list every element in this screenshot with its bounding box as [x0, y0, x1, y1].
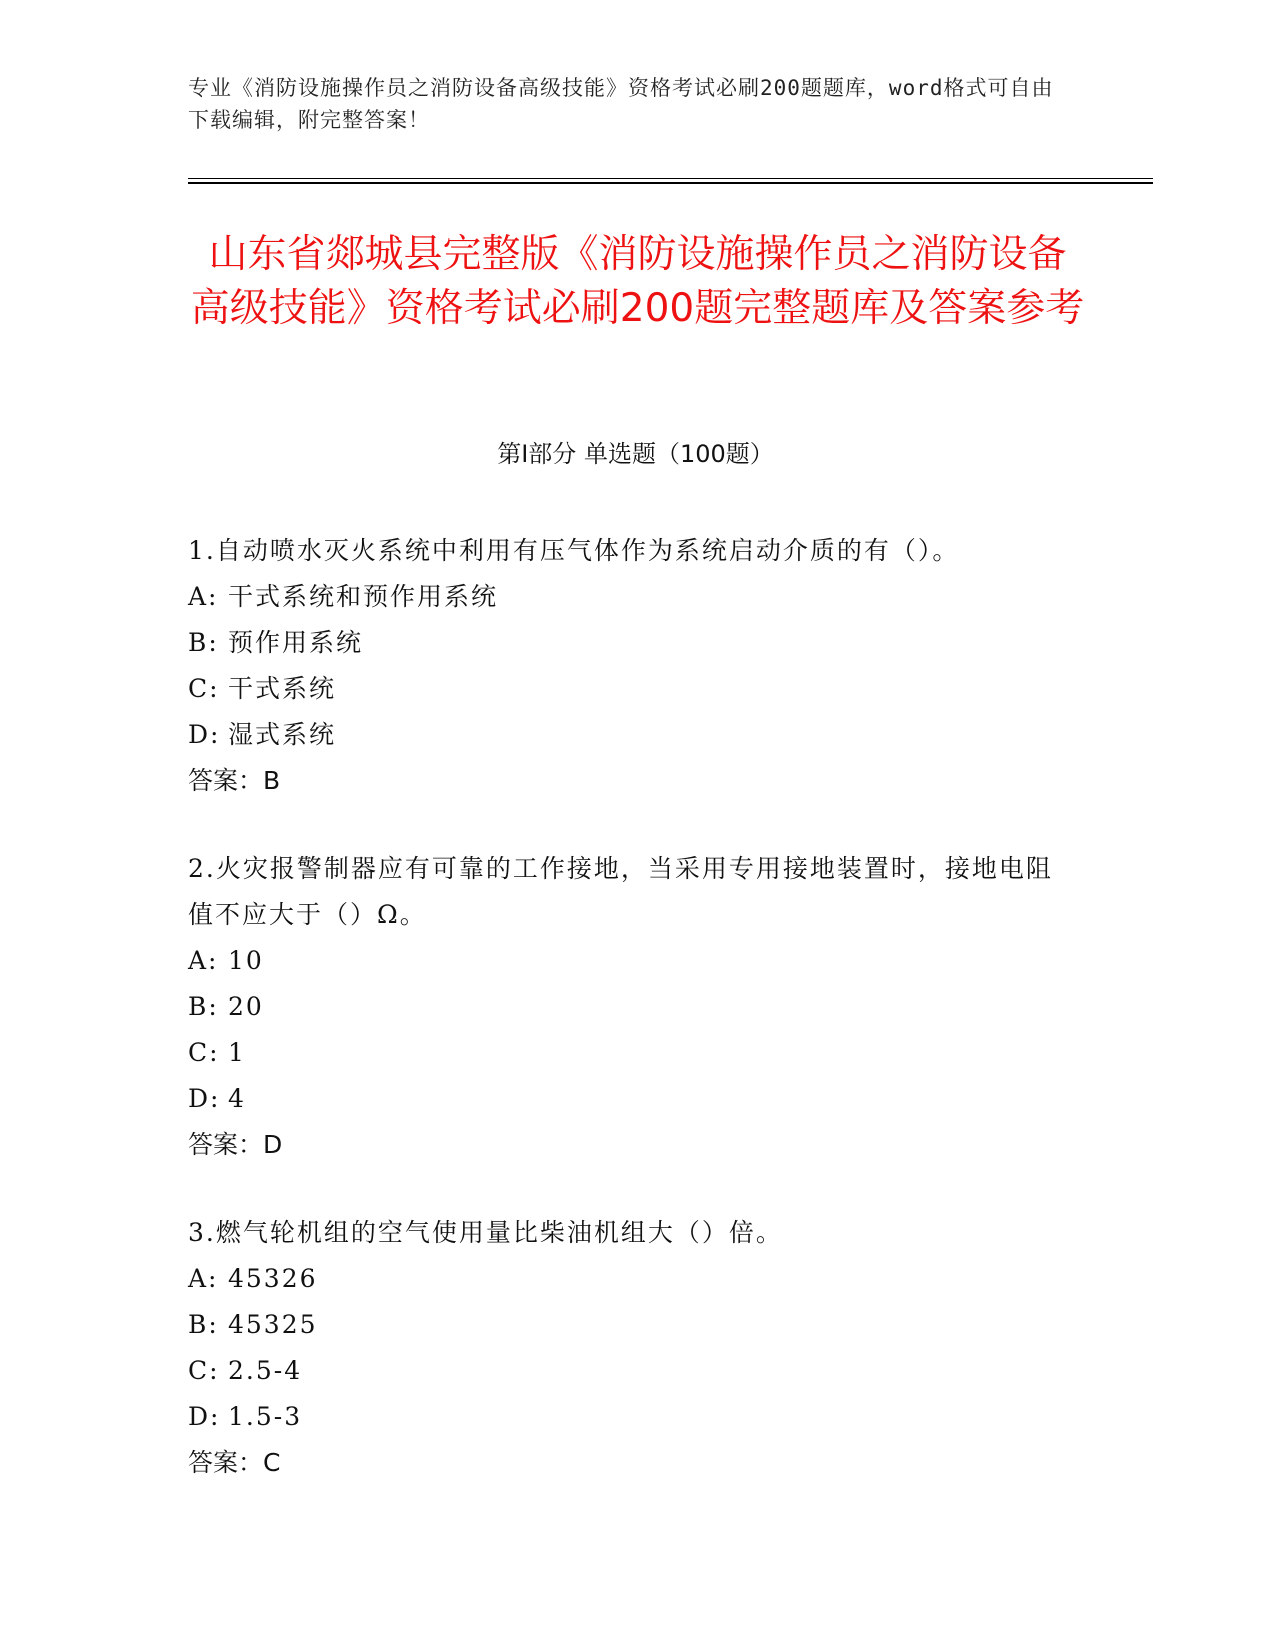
option-d	[188, 1076, 1068, 1122]
question-stem: 3.燃气轮机组的空气使用量比柴油机组大（）倍。	[188, 1218, 783, 1247]
option-text: 1	[228, 1038, 246, 1067]
option-letter: B:	[188, 628, 219, 657]
option-text: 干式系统和预作用系统	[228, 582, 499, 611]
question-2	[188, 846, 1068, 1168]
question-stem: 2.火灾报警制器应有可靠的工作接地，当采用专用接地装置时，接地电阻值不应大于（）Ω。	[188, 854, 1053, 929]
option-d	[188, 1394, 1068, 1440]
option-text: 湿式系统	[228, 720, 337, 749]
option-letter: B:	[188, 1310, 219, 1339]
option-b	[188, 620, 1068, 666]
option-text: 20	[228, 992, 264, 1021]
option-letter: C:	[188, 1356, 220, 1385]
option-text: 干式系统	[228, 674, 337, 703]
option-a	[188, 574, 1068, 620]
option-letter: C:	[188, 1038, 220, 1067]
header-divider-thick	[188, 182, 1153, 184]
option-text: 2.5-4	[228, 1356, 303, 1385]
option-c	[188, 1348, 1068, 1394]
answer-line: 答案：B	[188, 766, 281, 795]
option-c	[188, 666, 1068, 712]
option-text: 10	[228, 946, 264, 975]
option-letter: A:	[188, 946, 219, 975]
option-text: 45326	[228, 1264, 318, 1293]
section-heading: 第Ⅰ部分 单选题（100题）	[497, 440, 774, 468]
question-3	[188, 1210, 1068, 1486]
answer-line: 答案：C	[188, 1448, 281, 1477]
question-stem: 1.自动喷水灭火系统中利用有压气体作为系统启动介质的有（）。	[188, 536, 960, 565]
option-letter: A:	[188, 582, 219, 611]
option-d	[188, 712, 1068, 758]
option-c	[188, 1030, 1068, 1076]
option-letter: D:	[188, 1402, 221, 1431]
option-letter: D:	[188, 1084, 221, 1113]
option-text: 预作用系统	[228, 628, 364, 657]
option-text: 1.5-3	[228, 1402, 303, 1431]
option-a	[188, 1256, 1068, 1302]
option-a	[188, 938, 1068, 984]
option-b	[188, 1302, 1068, 1348]
option-text: 45325	[228, 1310, 318, 1339]
option-letter: C:	[188, 674, 220, 703]
option-letter: D:	[188, 720, 221, 749]
document-title: 山东省郯城县完整版《消防设施操作员之消防设备高级技能》资格考试必刷200题完整题库及答案参考	[190, 232, 1085, 331]
header-divider-thin	[188, 178, 1153, 179]
question-list	[188, 528, 1068, 1528]
answer-line: 答案：D	[188, 1130, 283, 1159]
option-letter: A:	[188, 1264, 219, 1293]
option-text: 4	[228, 1084, 246, 1113]
option-b	[188, 984, 1068, 1030]
question-1	[188, 528, 1068, 804]
option-letter: B:	[188, 992, 219, 1021]
header-note: 专业《消防设施操作员之消防设备高级技能》资格考试必刷200题题库，word格式可自由下载编辑，附完整答案！	[188, 76, 1054, 132]
